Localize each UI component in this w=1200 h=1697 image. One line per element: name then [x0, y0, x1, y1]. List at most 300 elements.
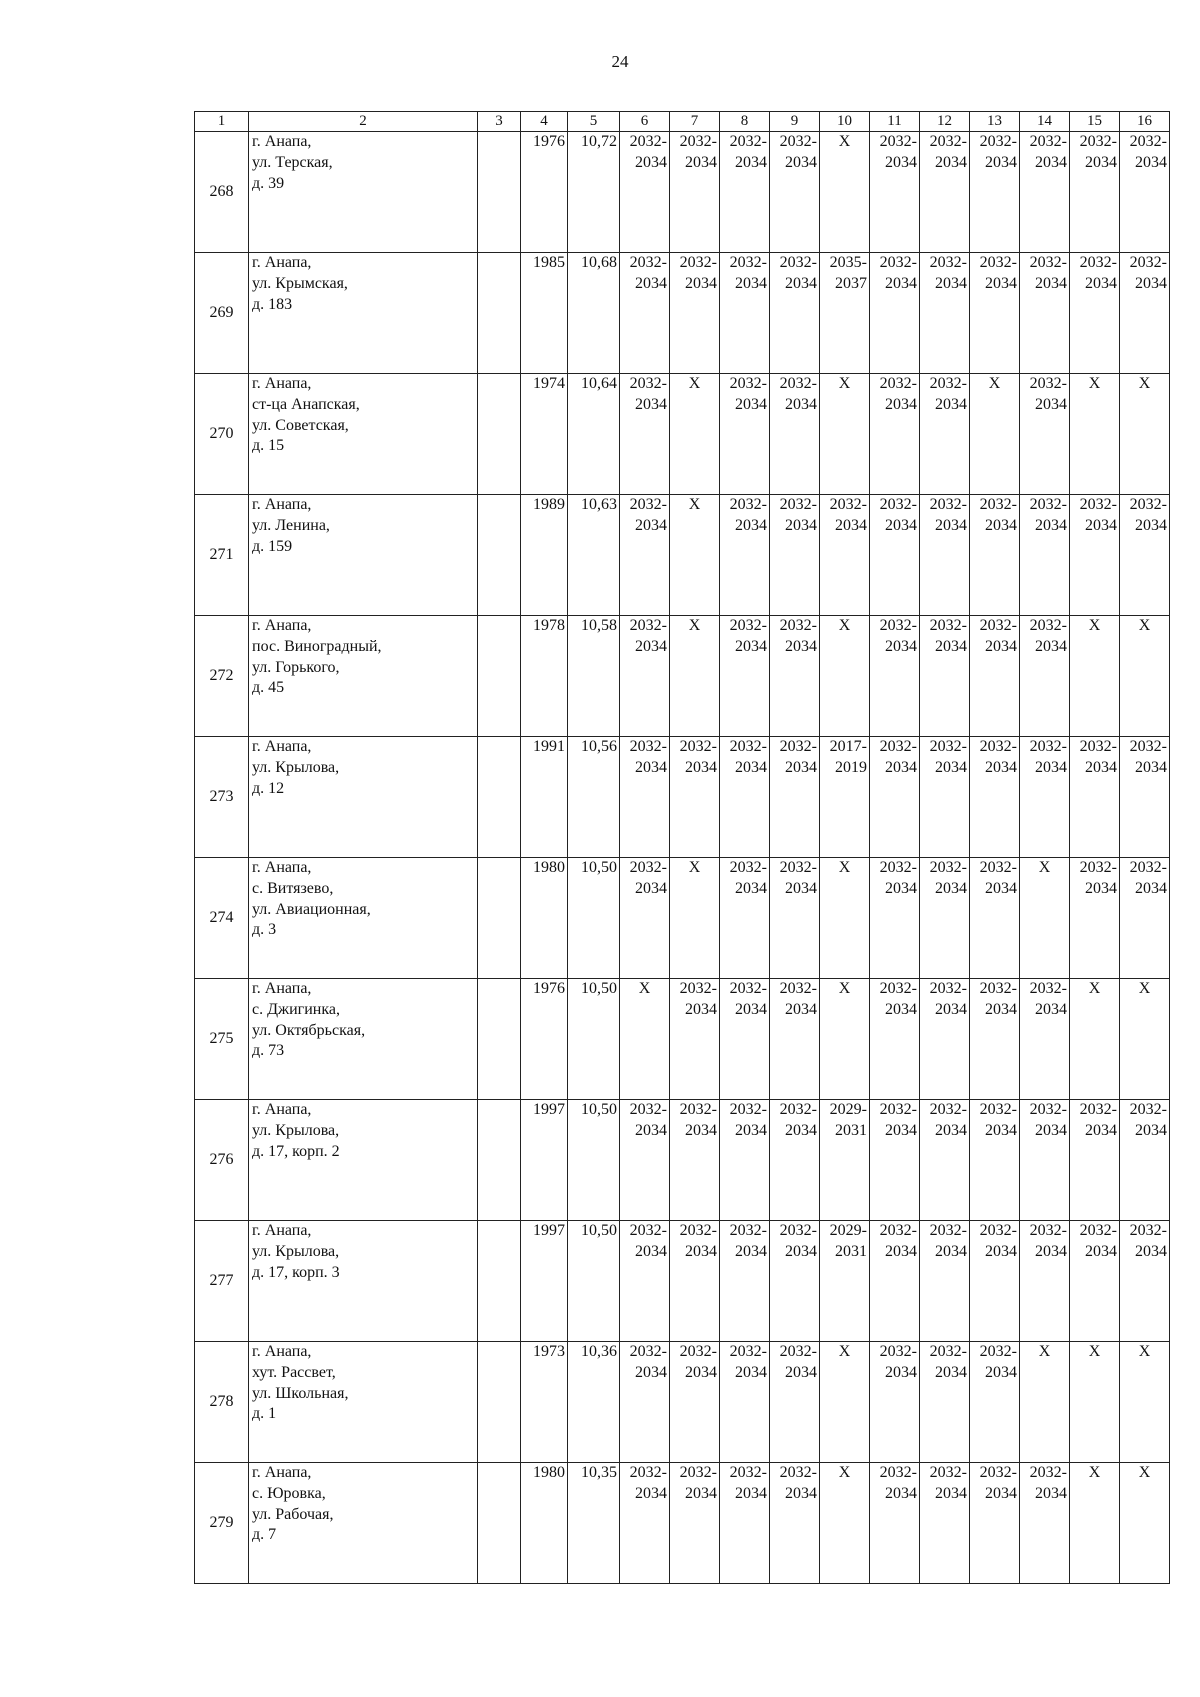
year-built-cell: 1997 — [521, 1221, 568, 1342]
period-cell — [620, 737, 670, 858]
address-line: ул. Крылова, — [252, 1121, 340, 1139]
period-cell — [770, 495, 820, 616]
period-cell — [670, 1342, 720, 1463]
period-cell: X — [1020, 858, 1070, 979]
period-start: 2032- — [1079, 1101, 1117, 1118]
period-cell: X — [970, 374, 1020, 495]
column-3-cell — [478, 1100, 521, 1221]
period-end: 2034 — [1085, 516, 1117, 534]
period-end: 2034 — [935, 879, 967, 897]
period-cell — [720, 132, 770, 253]
period-end: 2034 — [935, 395, 967, 413]
period-end: 2034 — [685, 1363, 717, 1381]
row-number: 277 — [195, 1221, 249, 1342]
period-cell — [920, 1342, 970, 1463]
wear-percent-cell: 10,50 — [568, 858, 620, 979]
address-line: с. Джигинка, — [252, 1000, 340, 1018]
period-cell — [670, 1463, 720, 1584]
period-end: 2034 — [635, 758, 667, 776]
period-end: 2034 — [985, 1484, 1017, 1502]
address-line: д. 39 — [252, 174, 285, 192]
period-end: 2034 — [985, 1363, 1017, 1381]
period-end: 2034 — [735, 153, 767, 171]
period-start: 2032- — [1029, 1222, 1067, 1239]
period-end: 2034 — [685, 274, 717, 292]
period-cell — [770, 616, 820, 737]
wear-percent-cell: 10,50 — [568, 1221, 620, 1342]
period-cell — [1120, 858, 1170, 979]
period-start: 2032- — [779, 133, 817, 150]
period-cell — [670, 737, 720, 858]
column-3-cell — [478, 858, 521, 979]
period-end: 2034 — [785, 1363, 817, 1381]
period-cell — [1070, 1221, 1120, 1342]
period-start: 2032- — [629, 1464, 667, 1481]
period-end: 2034 — [985, 1000, 1017, 1018]
period-start: 2032- — [729, 617, 767, 634]
period-cell — [720, 737, 770, 858]
address-line: ул. Рабочая, — [252, 1505, 334, 1523]
period-end: 2034 — [985, 879, 1017, 897]
period-start: 2032- — [979, 1101, 1017, 1118]
period-cell — [970, 132, 1020, 253]
period-start: 2032- — [1079, 254, 1117, 271]
table-row — [195, 1221, 1170, 1342]
period-start: 2032- — [1029, 617, 1067, 634]
address-line: с. Витязево, — [252, 879, 334, 897]
period-cell — [670, 253, 720, 374]
period-cell — [1120, 1100, 1170, 1221]
period-end: 2034 — [885, 758, 917, 776]
period-end: 2034 — [885, 637, 917, 655]
address-line: ул. Горького, — [252, 658, 340, 676]
column-3-cell — [478, 1463, 521, 1584]
period-start: 2032- — [929, 738, 967, 755]
period-cell — [770, 374, 820, 495]
period-cell — [720, 495, 770, 616]
period-start: 2032- — [729, 496, 767, 513]
period-cell — [970, 737, 1020, 858]
period-start: 2032- — [779, 1101, 817, 1118]
period-cell — [720, 979, 770, 1100]
period-end: 2034 — [735, 395, 767, 413]
period-cell: X — [820, 132, 870, 253]
period-start: 2032- — [929, 133, 967, 150]
period-cell — [1120, 495, 1170, 616]
period-end: 2034 — [635, 274, 667, 292]
period-start: 2032- — [629, 133, 667, 150]
period-end: 2034 — [1135, 879, 1167, 897]
period-end: 2031 — [835, 1242, 867, 1260]
period-start: 2032- — [779, 496, 817, 513]
address-line: ул. Авиационная, — [252, 900, 371, 918]
period-start: 2032- — [879, 859, 917, 876]
period-end: 2034 — [885, 1000, 917, 1018]
period-end: 2034 — [935, 1121, 967, 1139]
period-cell — [920, 737, 970, 858]
period-end: 2034 — [1135, 758, 1167, 776]
period-end: 2034 — [1135, 153, 1167, 171]
column-header-4: 4 — [521, 112, 568, 132]
year-built-cell: 1980 — [521, 1463, 568, 1584]
address-cell — [249, 1100, 478, 1221]
period-end: 2034 — [1035, 153, 1067, 171]
period-end: 2034 — [1035, 1484, 1067, 1502]
period-cell — [870, 1463, 920, 1584]
address-line: г. Анапа, — [252, 859, 312, 876]
period-end: 2034 — [985, 153, 1017, 171]
period-start: 2032- — [879, 1222, 917, 1239]
period-start: 2032- — [979, 1222, 1017, 1239]
period-cell — [970, 616, 1020, 737]
year-built-cell: 1974 — [521, 374, 568, 495]
period-start: 2032- — [779, 859, 817, 876]
address-line: д. 17, корп. 2 — [252, 1142, 340, 1160]
period-cell — [1070, 132, 1120, 253]
period-end: 2034 — [985, 758, 1017, 776]
period-end: 2034 — [785, 758, 817, 776]
period-cell — [670, 1221, 720, 1342]
address-line: д. 45 — [252, 679, 285, 697]
period-start: 2032- — [879, 375, 917, 392]
wear-percent-cell: 10,50 — [568, 1100, 620, 1221]
period-cell — [770, 737, 820, 858]
row-number: 273 — [195, 737, 249, 858]
address-line: хут. Рассвет, — [252, 1363, 336, 1381]
row-number: 272 — [195, 616, 249, 737]
address-line: г. Анапа, — [252, 1464, 312, 1481]
column-3-cell — [478, 1342, 521, 1463]
period-end: 2034 — [1035, 516, 1067, 534]
table-row — [195, 858, 1170, 979]
period-cell — [870, 737, 920, 858]
period-end: 2034 — [785, 1121, 817, 1139]
column-3-cell — [478, 616, 521, 737]
period-start: 2032- — [879, 617, 917, 634]
period-end: 2034 — [635, 153, 667, 171]
table-row — [195, 1342, 1170, 1463]
column-header-9: 9 — [770, 112, 820, 132]
wear-percent-cell: 10,63 — [568, 495, 620, 616]
year-built-cell: 1985 — [521, 253, 568, 374]
period-cell: X — [670, 495, 720, 616]
address-line: д. 183 — [252, 295, 293, 313]
period-start: 2032- — [879, 1101, 917, 1118]
period-cell — [1020, 495, 1070, 616]
period-cell — [620, 253, 670, 374]
row-number: 270 — [195, 374, 249, 495]
address-line: г. Анапа, — [252, 1343, 312, 1360]
period-start: 2032- — [929, 496, 967, 513]
period-cell: X — [820, 1342, 870, 1463]
period-end: 2034 — [735, 274, 767, 292]
period-end: 2019 — [835, 758, 867, 776]
period-start: 2032- — [879, 254, 917, 271]
period-start: 2032- — [1029, 375, 1067, 392]
address-line: г. Анапа, — [252, 496, 312, 513]
period-start: 2032- — [779, 1222, 817, 1239]
address-line: ул. Крылова, — [252, 1242, 340, 1260]
period-end: 2034 — [635, 1363, 667, 1381]
period-end: 2034 — [1085, 1121, 1117, 1139]
period-start: 2032- — [1129, 859, 1167, 876]
period-start: 2029- — [829, 1101, 867, 1118]
period-cell — [1120, 253, 1170, 374]
period-cell — [770, 979, 820, 1100]
period-end: 2034 — [985, 1242, 1017, 1260]
period-end: 2034 — [785, 1000, 817, 1018]
period-cell: X — [670, 616, 720, 737]
address-line: д. 7 — [252, 1526, 277, 1544]
column-header-5: 5 — [568, 112, 620, 132]
table-row — [195, 253, 1170, 374]
period-cell — [720, 858, 770, 979]
address-line: г. Анапа, — [252, 1222, 312, 1239]
address-line: ул. Октябрьская, — [252, 1021, 366, 1039]
year-built-cell: 1973 — [521, 1342, 568, 1463]
column-header-6: 6 — [620, 112, 670, 132]
period-start: 2032- — [679, 1222, 717, 1239]
period-end: 2034 — [885, 1121, 917, 1139]
period-start: 2032- — [729, 375, 767, 392]
period-end: 2034 — [885, 1363, 917, 1381]
period-end: 2034 — [935, 1000, 967, 1018]
period-cell: X — [1120, 979, 1170, 1100]
period-cell — [620, 495, 670, 616]
period-start: 2032- — [679, 980, 717, 997]
address-cell — [249, 979, 478, 1100]
period-end: 2034 — [835, 516, 867, 534]
period-start: 2032- — [729, 133, 767, 150]
period-cell — [970, 1221, 1020, 1342]
column-3-cell — [478, 374, 521, 495]
period-start: 2032- — [1129, 1222, 1167, 1239]
period-cell — [820, 253, 870, 374]
period-end: 2034 — [1035, 1242, 1067, 1260]
period-start: 2032- — [879, 133, 917, 150]
period-end: 2034 — [735, 637, 767, 655]
column-header-15: 15 — [1070, 112, 1120, 132]
row-number: 276 — [195, 1100, 249, 1221]
period-start: 2032- — [779, 1464, 817, 1481]
period-cell — [1020, 1221, 1070, 1342]
period-cell — [820, 1100, 870, 1221]
period-cell — [920, 1100, 970, 1221]
period-start: 2032- — [729, 859, 767, 876]
period-start: 2032- — [629, 496, 667, 513]
period-end: 2034 — [1035, 1000, 1067, 1018]
column-header-13: 13 — [970, 112, 1020, 132]
column-3-cell — [478, 132, 521, 253]
period-start: 2035- — [829, 254, 867, 271]
period-cell — [720, 1342, 770, 1463]
period-cell — [870, 1342, 920, 1463]
period-cell — [770, 858, 820, 979]
address-line: д. 12 — [252, 779, 285, 797]
address-line: ул. Крымская, — [252, 274, 348, 292]
period-end: 2034 — [735, 1000, 767, 1018]
table-row — [195, 374, 1170, 495]
address-line: д. 159 — [252, 537, 293, 555]
period-start: 2032- — [979, 1464, 1017, 1481]
row-number: 279 — [195, 1463, 249, 1584]
period-start: 2032- — [929, 1222, 967, 1239]
period-start: 2032- — [779, 1343, 817, 1360]
period-cell — [820, 1221, 870, 1342]
period-cell: X — [820, 1463, 870, 1584]
period-cell: X — [820, 979, 870, 1100]
period-end: 2034 — [1135, 274, 1167, 292]
period-start: 2032- — [879, 980, 917, 997]
period-start: 2032- — [929, 1101, 967, 1118]
period-cell — [870, 858, 920, 979]
period-end: 2034 — [1035, 274, 1067, 292]
period-end: 2034 — [935, 516, 967, 534]
period-end: 2034 — [785, 153, 817, 171]
address-line: д. 15 — [252, 437, 285, 455]
period-start: 2032- — [779, 980, 817, 997]
period-start: 2032- — [1029, 738, 1067, 755]
period-cell — [920, 253, 970, 374]
period-end: 2034 — [1135, 1121, 1167, 1139]
column-header-12: 12 — [920, 112, 970, 132]
period-cell — [1070, 737, 1120, 858]
period-end: 2034 — [885, 879, 917, 897]
period-start: 2032- — [879, 1343, 917, 1360]
period-cell — [1020, 1463, 1070, 1584]
period-start: 2032- — [929, 1343, 967, 1360]
period-end: 2034 — [735, 1363, 767, 1381]
period-cell — [870, 1221, 920, 1342]
period-cell: X — [820, 858, 870, 979]
address-line: ул. Крылова, — [252, 758, 340, 776]
period-cell — [620, 1463, 670, 1584]
row-number: 268 — [195, 132, 249, 253]
period-cell — [920, 132, 970, 253]
period-start: 2032- — [1129, 254, 1167, 271]
period-start: 2032- — [1079, 133, 1117, 150]
period-end: 2031 — [835, 1121, 867, 1139]
period-cell — [770, 1342, 820, 1463]
period-start: 2032- — [629, 738, 667, 755]
period-cell — [920, 1463, 970, 1584]
period-cell — [920, 979, 970, 1100]
period-end: 2034 — [1085, 758, 1117, 776]
period-start: 2029- — [829, 1222, 867, 1239]
address-line: ул. Школьная, — [252, 1384, 349, 1402]
period-start: 2032- — [929, 1464, 967, 1481]
period-cell — [920, 495, 970, 616]
row-number: 269 — [195, 253, 249, 374]
period-start: 2032- — [979, 254, 1017, 271]
year-built-cell: 1978 — [521, 616, 568, 737]
period-cell — [720, 253, 770, 374]
period-start: 2032- — [729, 1343, 767, 1360]
period-end: 2034 — [685, 1242, 717, 1260]
period-cell — [820, 737, 870, 858]
period-start: 2032- — [1029, 496, 1067, 513]
period-cell — [870, 253, 920, 374]
period-end: 2034 — [635, 1242, 667, 1260]
year-built-cell: 1980 — [521, 858, 568, 979]
period-cell — [1070, 1100, 1120, 1221]
period-start: 2032- — [1129, 1101, 1167, 1118]
address-cell — [249, 737, 478, 858]
period-start: 2032- — [929, 617, 967, 634]
address-line: пос. Виноградный, — [252, 637, 382, 655]
column-3-cell — [478, 495, 521, 616]
period-end: 2034 — [735, 879, 767, 897]
period-cell — [670, 1100, 720, 1221]
period-start: 2032- — [729, 980, 767, 997]
column-header-7: 7 — [670, 112, 720, 132]
period-start: 2032- — [979, 738, 1017, 755]
period-start: 2032- — [679, 1464, 717, 1481]
address-line: г. Анапа, — [252, 980, 312, 997]
period-cell — [770, 132, 820, 253]
period-cell — [1020, 979, 1070, 1100]
period-end: 2034 — [935, 758, 967, 776]
period-cell — [720, 616, 770, 737]
period-cell: X — [1070, 1463, 1120, 1584]
wear-percent-cell: 10,35 — [568, 1463, 620, 1584]
period-end: 2034 — [935, 637, 967, 655]
period-end: 2034 — [1085, 879, 1117, 897]
year-built-cell: 1976 — [521, 979, 568, 1100]
period-start: 2032- — [979, 859, 1017, 876]
period-cell — [970, 1100, 1020, 1221]
period-cell: X — [1120, 616, 1170, 737]
period-start: 2032- — [629, 1222, 667, 1239]
period-end: 2034 — [785, 1484, 817, 1502]
period-end: 2034 — [885, 274, 917, 292]
wear-percent-cell: 10,68 — [568, 253, 620, 374]
period-end: 2034 — [685, 153, 717, 171]
period-cell — [870, 1100, 920, 1221]
period-cell — [770, 1463, 820, 1584]
period-cell — [970, 1463, 1020, 1584]
period-end: 2034 — [785, 879, 817, 897]
period-cell — [670, 979, 720, 1100]
period-end: 2034 — [1135, 516, 1167, 534]
period-cell — [1020, 737, 1070, 858]
address-line: ул. Терская, — [252, 153, 333, 171]
period-start: 2032- — [879, 738, 917, 755]
period-cell — [870, 979, 920, 1100]
period-end: 2034 — [635, 879, 667, 897]
period-end: 2034 — [785, 1242, 817, 1260]
period-cell: X — [1070, 1342, 1120, 1463]
wear-percent-cell: 10,56 — [568, 737, 620, 858]
wear-percent-cell: 10,50 — [568, 979, 620, 1100]
column-header-11: 11 — [870, 112, 920, 132]
period-end: 2034 — [635, 395, 667, 413]
column-header-16: 16 — [1120, 112, 1170, 132]
address-line: д. 3 — [252, 921, 277, 939]
period-end: 2034 — [635, 637, 667, 655]
period-cell: X — [1070, 979, 1120, 1100]
period-end: 2034 — [785, 637, 817, 655]
period-start: 2032- — [1079, 738, 1117, 755]
period-cell — [1070, 253, 1120, 374]
period-start: 2032- — [629, 1101, 667, 1118]
period-start: 2032- — [1129, 133, 1167, 150]
period-cell: X — [670, 858, 720, 979]
address-cell — [249, 1463, 478, 1584]
period-start: 2032- — [1029, 1464, 1067, 1481]
period-cell — [870, 616, 920, 737]
period-start: 2032- — [629, 859, 667, 876]
